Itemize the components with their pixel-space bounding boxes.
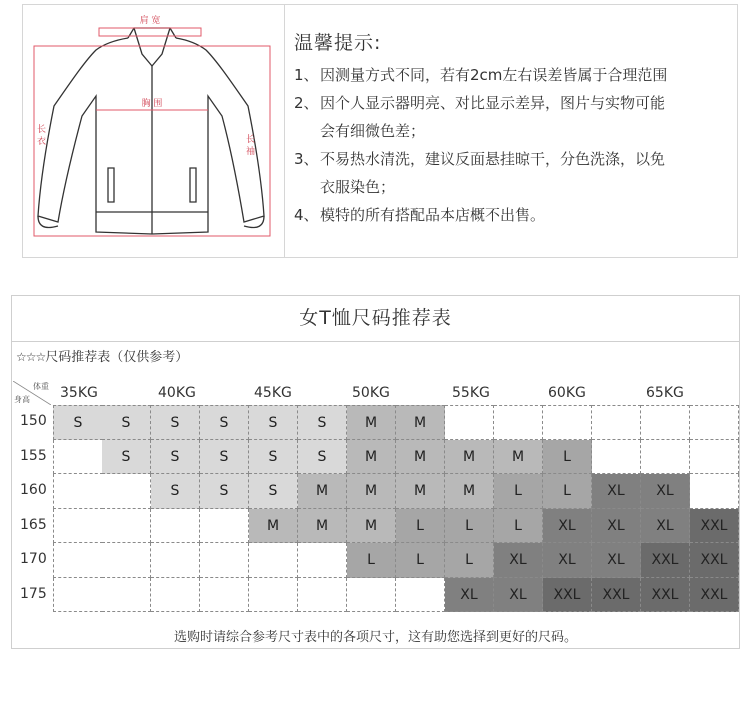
size-cell: M [347, 405, 396, 440]
size-cell [249, 578, 298, 613]
size-cell: S [151, 474, 200, 509]
size-cell: XXL [641, 578, 690, 613]
size-cell: XXL [690, 578, 739, 613]
tip-line [294, 145, 734, 173]
tip-text: 不易热水清洗，建议反面悬挂晾干，分色洗涤，以免 [320, 150, 666, 168]
size-cell: XL [641, 474, 690, 509]
size-cell: L [543, 474, 592, 509]
tip-number: 1、 [294, 66, 319, 84]
size-cell: S [53, 405, 103, 440]
size-cell: XXL [690, 543, 739, 578]
size-cell: L [445, 543, 494, 578]
size-cell [347, 578, 396, 613]
tip-line [294, 201, 734, 229]
size-cell [690, 440, 739, 475]
size-cell: XL [543, 509, 592, 544]
size-cell [494, 405, 543, 440]
corner-height-label: 身高 [14, 395, 30, 404]
shoulder-label: 肩 宽 [139, 16, 161, 26]
size-cell: XL [494, 578, 543, 613]
height-label: 165 [20, 516, 47, 533]
height-label: 150 [20, 413, 47, 429]
size-chart-subtitle [16, 346, 188, 365]
size-cell [641, 440, 690, 475]
height-label: 160 [20, 482, 47, 498]
chest-label: 胸 围 [141, 99, 163, 109]
corner-weight-label: 体重 [33, 382, 49, 391]
size-cell: S [298, 440, 347, 475]
size-cell [690, 405, 739, 440]
size-cell: XXL [641, 543, 690, 578]
size-cell: L [494, 509, 543, 544]
size-cell: S [151, 405, 200, 440]
size-cell: M [249, 509, 298, 544]
size-cell: XL [494, 543, 543, 578]
size-cell [53, 474, 103, 509]
tip-text: 会有细微色差； [320, 122, 426, 140]
weight-label: 50KG [352, 385, 390, 401]
size-cell [151, 543, 200, 578]
height-label: 175 [20, 585, 47, 602]
size-cell: S [298, 405, 347, 440]
weight-label: 55KG [452, 385, 490, 401]
size-cell: M [347, 440, 396, 475]
size-cell: M [396, 474, 445, 509]
weight-label: 40KG [158, 385, 196, 401]
size-cell: M [445, 474, 494, 509]
size-chart-panel [11, 295, 740, 649]
weight-label: 65KG [646, 385, 684, 401]
size-cell [200, 543, 249, 578]
tips-title: 温馨提示: [294, 32, 382, 54]
size-cell: M [298, 509, 347, 544]
tip-text: 因测量方式不同，若有2cm左右误差皆属于合理范围 [320, 66, 668, 84]
tip-line [294, 89, 734, 117]
panel-divider [284, 4, 285, 258]
size-cell [151, 509, 200, 544]
tip-line [294, 173, 734, 201]
size-cell: L [347, 543, 396, 578]
size-cell: M [347, 474, 396, 509]
tip-number: 2、 [294, 94, 319, 112]
size-chart-footer: 选购时请综合参考尺寸表中的各项尺寸，这有助您选择到更好的尺码。 [173, 630, 577, 645]
sleeve-label: 长 袖 [244, 134, 254, 155]
size-cell [641, 405, 690, 440]
size-cell [200, 509, 249, 544]
weight-label: 35KG [60, 385, 98, 401]
size-cell: L [494, 474, 543, 509]
size-cell: S [249, 474, 298, 509]
size-cell [53, 440, 103, 475]
size-cell: XL [592, 474, 641, 509]
size-cell [151, 578, 200, 613]
size-cell [690, 474, 739, 509]
size-cell: M [396, 440, 445, 475]
size-chart-title: 女T恤尺码推荐表 [12, 296, 739, 342]
size-cell [445, 405, 494, 440]
length-label: 长 衣 [35, 124, 45, 145]
size-cell: L [396, 543, 445, 578]
size-cell: S [102, 405, 151, 440]
size-cell: L [445, 509, 494, 544]
size-cell: M [445, 440, 494, 475]
tip-line [294, 61, 734, 89]
weight-label: 60KG [548, 385, 586, 401]
tip-text: 模特的所有搭配品本店概不出售。 [320, 206, 546, 224]
weight-label: 45KG [254, 385, 292, 401]
size-cell: M [347, 509, 396, 544]
jacket-outline-icon [38, 28, 264, 234]
size-cell [102, 509, 151, 544]
size-cell: L [543, 440, 592, 475]
size-cell [592, 405, 641, 440]
size-cell [200, 578, 249, 613]
jacket-measurement-diagram [24, 6, 282, 252]
size-cell [53, 543, 103, 578]
size-cell: XXL [543, 578, 592, 613]
size-cell: S [249, 405, 298, 440]
tip-text: 因个人显示器明亮、对比显示差异，图片与实物可能 [320, 94, 666, 112]
tip-number: 3、 [294, 150, 319, 168]
size-cell: S [200, 474, 249, 509]
size-cell [396, 578, 445, 613]
size-cell [298, 578, 347, 613]
size-cell: XL [641, 509, 690, 544]
size-cell [53, 509, 103, 544]
size-cell: XXL [690, 509, 739, 544]
size-cell [102, 543, 151, 578]
size-cell: M [396, 405, 445, 440]
subtitle-text: 尺码推荐表（仅供参考） [45, 350, 189, 365]
size-cell: S [200, 405, 249, 440]
size-cell: M [494, 440, 543, 475]
size-cell [102, 474, 151, 509]
tip-line [294, 117, 734, 145]
size-cell: L [396, 509, 445, 544]
size-cell [592, 440, 641, 475]
tips-panel [294, 28, 734, 229]
size-cell: XL [592, 543, 641, 578]
tip-number: 4、 [294, 206, 319, 224]
size-cell [102, 578, 151, 613]
size-cell [53, 578, 103, 613]
size-cell: M [298, 474, 347, 509]
star-icons: ☆☆☆ [16, 350, 46, 364]
size-cell [249, 543, 298, 578]
tip-text: 衣服染色； [320, 178, 396, 196]
tips-list [294, 61, 734, 229]
size-cell: XL [592, 509, 641, 544]
size-cell: XL [445, 578, 494, 613]
size-cell: XXL [592, 578, 641, 613]
size-cell [543, 405, 592, 440]
height-label: 170 [20, 551, 47, 567]
size-cell: S [249, 440, 298, 475]
size-cell [298, 543, 347, 578]
height-label: 155 [20, 447, 47, 464]
size-cell: S [102, 440, 151, 475]
size-cell: S [151, 440, 200, 475]
size-cell: XL [543, 543, 592, 578]
size-cell: S [200, 440, 249, 475]
